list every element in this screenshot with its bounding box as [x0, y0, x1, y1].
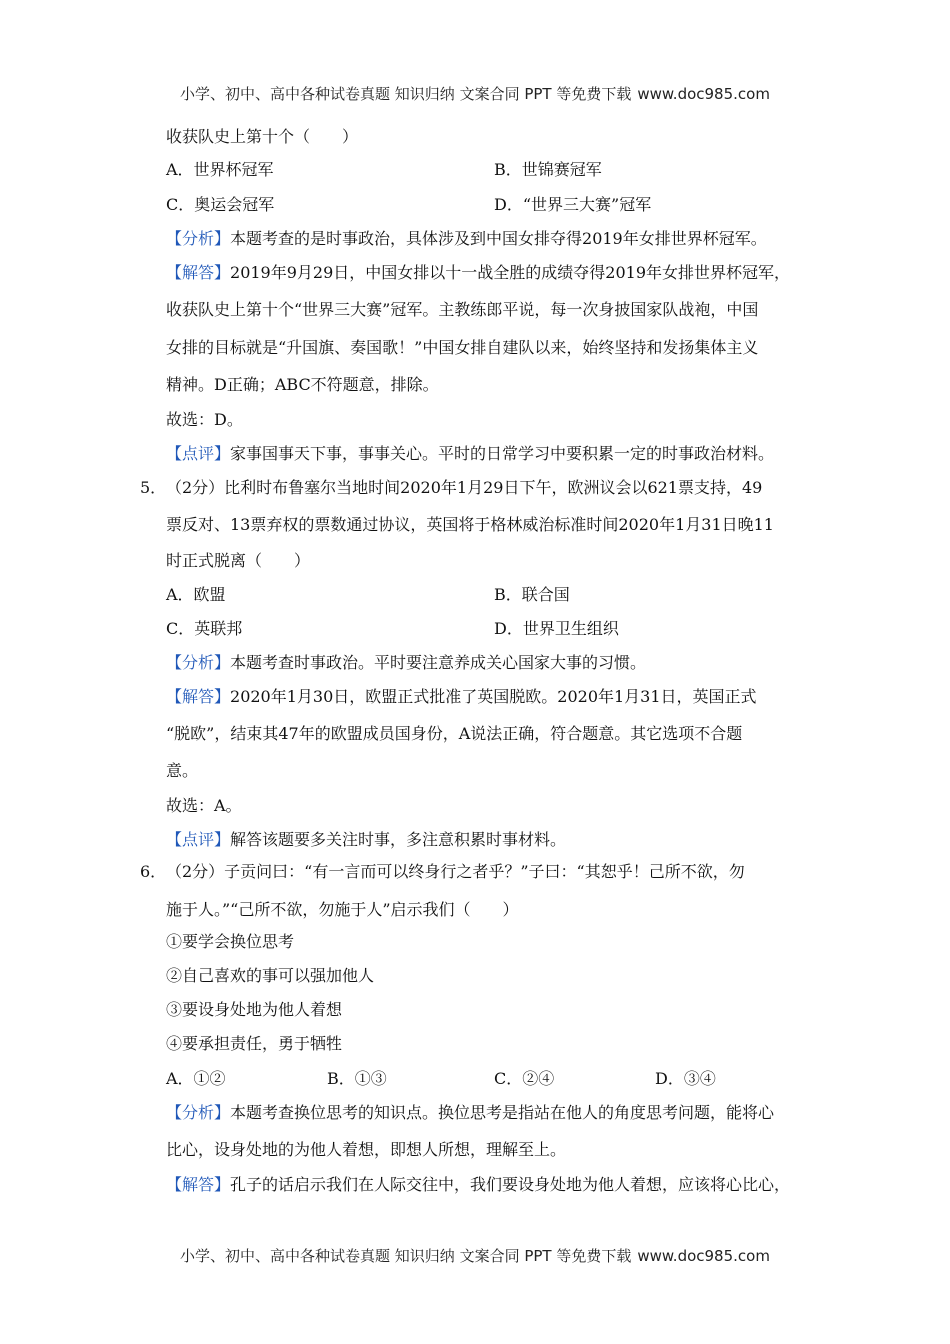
header-text: 小学、初中、高中各种试卷真题 知识归纳 文案合同 PPT 等免费下载: [180, 85, 632, 103]
q5-option-a: A．欧盟: [166, 585, 226, 604]
q6-analysis-line-1: [166, 1103, 774, 1123]
q6-item-2: ②自己喜欢的事可以强加他人: [166, 966, 375, 985]
q5-stem-line-2: 票反对、13票弃权的票数通过协议，英国将于格林威治标准时间2020年1月31日晚11: [166, 515, 774, 534]
page-footer: [0, 1245, 950, 1266]
q4-comment: [166, 444, 774, 464]
q5-analysis: [166, 653, 646, 673]
q5-answer-line-2: “脱欧”，结束其47年的欧盟成员国身份，A说法正确，符合题意。其它选项不合题: [166, 724, 743, 743]
q6-item-1: ①要学会换位思考: [166, 932, 295, 951]
page-header: [0, 83, 950, 104]
q6-analysis-line-2: 比心，设身处地的为他人着想，即想人所想，理解至上。: [166, 1140, 567, 1159]
footer-text: 小学、初中、高中各种试卷真题 知识归纳 文案合同 PPT 等免费下载: [180, 1247, 632, 1265]
q6-option-a: A．①②: [166, 1069, 226, 1088]
q6-item-4: ④要承担责任，勇于牺牲: [166, 1034, 343, 1053]
q4-option-d: D．“世界三大赛”冠军: [494, 195, 652, 214]
q5-option-b: B．联合国: [494, 585, 570, 604]
q4-answer-text-1: 2019年9月29日，中国女排以十一战全胜的成绩夺得2019年女排世界杯冠军，: [230, 263, 790, 282]
q5-option-d: D．世界卫生组织: [494, 619, 619, 638]
q5-answer-text-1: 2020年1月30日，欧盟正式批准了英国脱欧。2020年1月31日，英国正式: [230, 687, 757, 706]
analysis-tag: 【分析】: [166, 653, 231, 672]
answer-tag: 【解答】: [166, 263, 231, 282]
comment-tag: 【点评】: [166, 830, 231, 849]
q4-stem-tail: 收获队史上第十个（ ）: [166, 127, 359, 146]
q4-answer-line-3: 女排的目标就是“升国旗、奏国歌！”中国女排自建队以来，始终坚持和发扬集体主义: [166, 338, 759, 357]
header-url[interactable]: www.doc985.com: [637, 85, 770, 103]
q4-answer-line-1: [166, 263, 790, 283]
q5-comment-text: 解答该题要多关注时事，多注意积累时事材料。: [230, 830, 567, 849]
q6-number: 6．: [140, 862, 167, 881]
q4-choice: 故选：D。: [166, 410, 243, 429]
q4-analysis: [166, 229, 767, 249]
q6-stem-line-1: （2分）子贡问曰：“有一言而可以终身行之者乎？”子曰：“其恕乎！己所不欲，勿: [166, 862, 745, 881]
answer-tag: 【解答】: [166, 687, 231, 706]
q6-item-3: ③要设身处地为他人着想: [166, 1000, 343, 1019]
q4-comment-text: 家事国事天下事，事事关心。平时的日常学习中要积累一定的时事政治材料。: [230, 444, 775, 463]
q4-answer-line-2: 收获队史上第十个“世界三大赛”冠军。主教练郎平说，每一次身披国家队战袍，中国: [166, 300, 759, 319]
q5-answer-line-3: 意。: [166, 761, 199, 780]
q5-choice: 故选：A。: [166, 796, 242, 815]
q6-option-c: C．②④: [494, 1069, 555, 1088]
q5-stem-line-3: 时正式脱离（ ）: [166, 551, 311, 570]
analysis-tag: 【分析】: [166, 229, 231, 248]
q5-stem-line-1: （2分）比利时布鲁塞尔当地时间2020年1月29日下午，欧洲议会以621票支持，49: [166, 478, 763, 497]
q5-analysis-text: 本题考查时事政治。平时要注意养成关心国家大事的习惯。: [230, 653, 647, 672]
footer-url[interactable]: www.doc985.com: [637, 1247, 770, 1265]
q6-stem-line-2: 施于人。”“己所不欲，勿施于人”启示我们（ ）: [166, 900, 519, 919]
q6-option-d: D．③④: [655, 1069, 716, 1088]
q5-answer-line-1: [166, 687, 757, 707]
q4-analysis-text: 本题考查的是时事政治，具体涉及到中国女排夺得2019年女排世界杯冠军。: [230, 229, 767, 248]
q6-analysis-text-1: 本题考查换位思考的知识点。换位思考是指站在他人的角度思考问题，能将心: [230, 1103, 775, 1122]
q6-answer-text-1: 孔子的话启示我们在人际交往中，我们要设身处地为他人着想，应该将心比心，: [230, 1175, 791, 1194]
q4-answer-line-4: 精神。D正确；ABC不符题意，排除。: [166, 375, 439, 394]
q4-option-c: C．奥运会冠军: [166, 195, 275, 214]
q5-option-c: C．英联邦: [166, 619, 243, 638]
q5-comment: [166, 830, 566, 850]
analysis-tag: 【分析】: [166, 1103, 231, 1122]
answer-tag: 【解答】: [166, 1175, 231, 1194]
q4-option-a: A．世界杯冠军: [166, 160, 274, 179]
q6-answer-line-1: [166, 1175, 790, 1195]
q6-option-b: B．①③: [327, 1069, 387, 1088]
comment-tag: 【点评】: [166, 444, 231, 463]
q5-number: 5．: [140, 478, 167, 497]
q4-option-b: B．世锦赛冠军: [494, 160, 602, 179]
